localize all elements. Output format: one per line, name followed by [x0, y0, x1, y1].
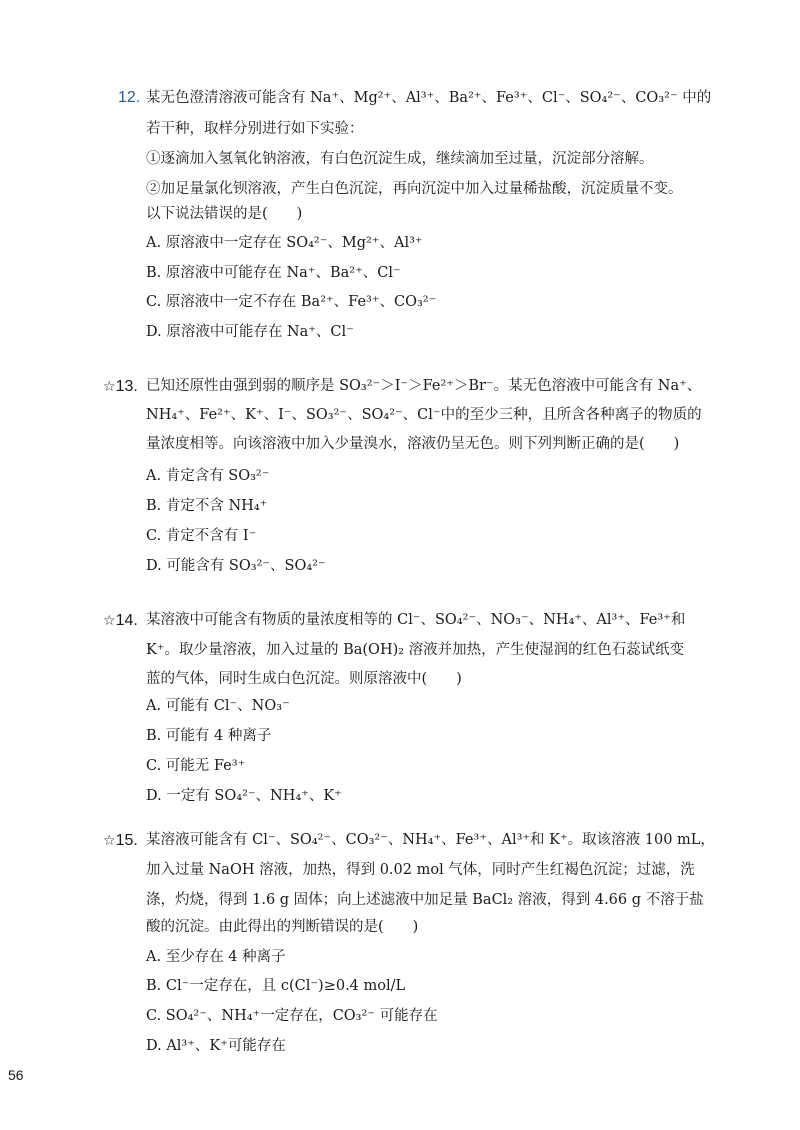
- option-b: B. 可能有 4 种离子: [146, 728, 272, 744]
- option-c: C. 可能无 Fe³⁺: [146, 758, 246, 774]
- option-a: A. 原溶液中一定存在 SO₄²⁻、Mg²⁺、Al³⁺: [146, 235, 423, 251]
- option-d: D. 可能含有 SO₃²⁻、SO₄²⁻: [146, 558, 326, 574]
- question-stem-line: 以下说法错误的是( ): [146, 206, 303, 222]
- star-icon: ☆: [103, 832, 116, 848]
- option-b: B. 肯定不含 NH₄⁺: [146, 498, 268, 514]
- question-stem-line: 量浓度相等。向该溶液中加入少量溴水，溶液仍呈无色。则下列判断正确的是( ): [146, 436, 680, 452]
- question-stem-line: 加入过量 NaOH 溶液，加热，得到 0.02 mol 气体，同时产生红褐色沉淀；过滤，洗: [146, 862, 695, 878]
- option-a: A. 可能有 Cl⁻、NO₃⁻: [146, 698, 290, 714]
- question-stem-line: 蓝的气体，同时生成白色沉淀。则原溶液中( ): [146, 671, 462, 687]
- star-icon: ☆: [103, 612, 116, 628]
- option-c: C. 原溶液中一定不存在 Ba²⁺、Fe³⁺、CO₃²⁻: [146, 294, 437, 310]
- option-a: A. 至少存在 4 种离子: [146, 949, 286, 965]
- question-stem-line: 已知还原性由强到弱的顺序是 SO₃²⁻＞I⁻＞Fe²⁺＞Br⁻。某无色溶液中可能含有 Na⁺、: [146, 378, 702, 394]
- question-number: ☆15.: [103, 832, 138, 849]
- option-d: D. 一定有 SO₄²⁻、NH₄⁺、K⁺: [146, 788, 342, 804]
- option-c: C. 肯定不含有 I⁻: [146, 528, 257, 544]
- question-stem-line: K⁺。取少量溶液，加入过量的 Ba(OH)₂ 溶液并加热，产生使湿润的红色石蕊试纸变: [146, 642, 685, 658]
- question-stem-line: 涤，灼烧，得到 1.6 g 固体；向上述滤液中加足量 BaCl₂ 溶液，得到 4.66 g 不溶于盐: [146, 892, 704, 908]
- question-stem-line: ①逐滴加入氢氧化钠溶液，有白色沉淀生成，继续滴加至过量，沉淀部分溶解。: [146, 151, 654, 167]
- question-number: ☆13.: [103, 378, 138, 395]
- option-b: B. 原溶液中可能存在 Na⁺、Ba²⁺、Cl⁻: [146, 265, 401, 281]
- question-stem-line: NH₄⁺、Fe²⁺、K⁺、I⁻、SO₃²⁻、SO₄²⁻、Cl⁻中的至少三种，且所含各种离子的物质的: [146, 407, 702, 423]
- question-stem-line: 某溶液中可能含有物质的量浓度相等的 Cl⁻、SO₄²⁻、NO₃⁻、NH₄⁺、Al³⁺、Fe³⁺和: [146, 612, 686, 628]
- question-number: 12.: [118, 89, 141, 106]
- question-number: ☆14.: [103, 612, 138, 629]
- question-stem-line: 酸的沉淀。由此得出的判断错误的是( ): [146, 919, 419, 935]
- option-c: C. SO₄²⁻、NH₄⁺一定存在，CO₃²⁻ 可能存在: [146, 1008, 438, 1024]
- question-stem-line: ②加足量氯化钡溶液，产生白色沉淀，再向沉淀中加入过量稀盐酸，沉淀质量不变。: [146, 181, 683, 197]
- page-number: 56: [8, 1067, 24, 1083]
- option-a: A. 肯定含有 SO₃²⁻: [146, 468, 270, 484]
- question-stem-line: 若干种，取样分别进行如下实验：: [146, 121, 364, 137]
- option-d: D. 原溶液中可能存在 Na⁺、Cl⁻: [146, 324, 354, 340]
- star-icon: ☆: [103, 378, 116, 394]
- option-d: D. Al³⁺、K⁺可能存在: [146, 1038, 286, 1054]
- question-stem-line: 某溶液可能含有 Cl⁻、SO₄²⁻、CO₃²⁻、NH₄⁺、Fe³⁺、Al³⁺和 K⁺。取该溶液 100 mL，: [146, 832, 715, 848]
- question-stem-line: 某无色澄清溶液可能含有 Na⁺、Mg²⁺、Al³⁺、Ba²⁺、Fe³⁺、Cl⁻、SO₄²⁻、CO₃²⁻ 中的: [146, 90, 712, 106]
- option-b: B. Cl⁻一定存在，且 c(Cl⁻)≥0.4 mol/L: [146, 978, 406, 994]
